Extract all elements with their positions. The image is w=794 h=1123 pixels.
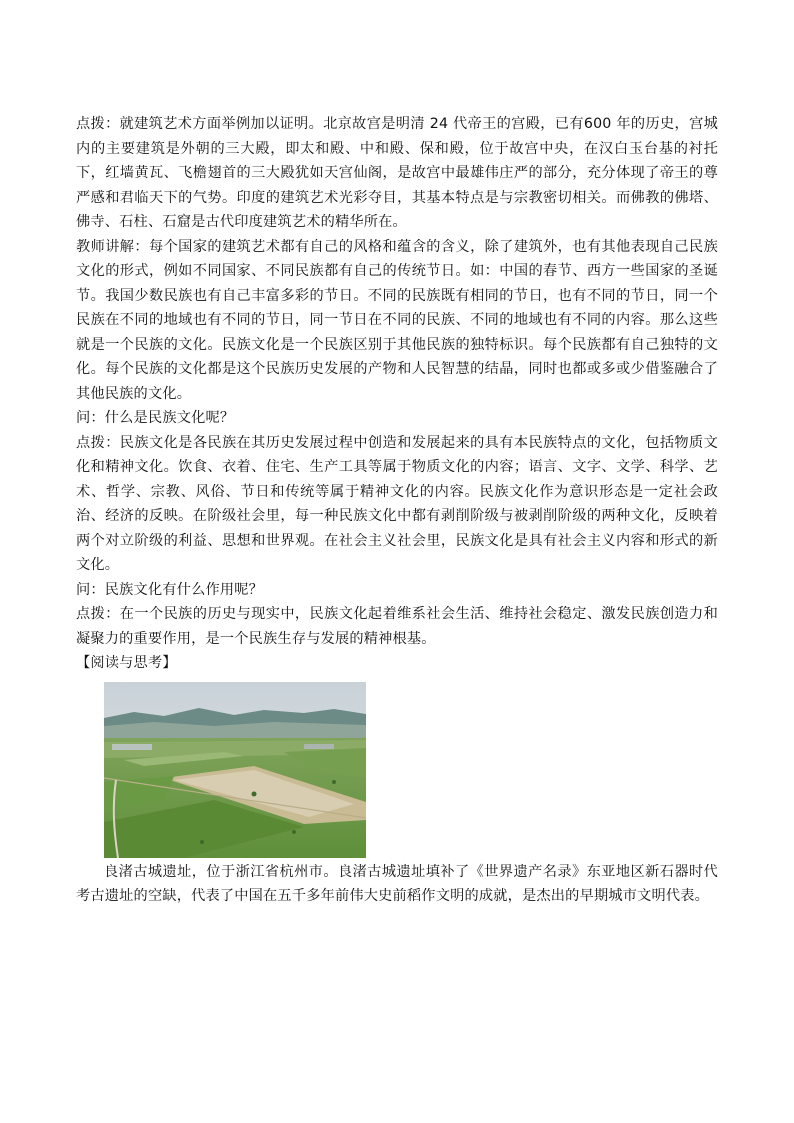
section-heading-reading: 【阅读与思考】 <box>76 655 177 671</box>
liangzhu-site-photo <box>104 682 366 858</box>
paragraph-teacher-explanation: 教师讲解：每个国家的建筑艺术都有自己的风格和蕴含的含义，除了建筑外，也有其他表现自己民族文化的形式，例如不同国家、不同民族都有自己的传统节日。如：中国的春节、西方一些国家的圣诞节。我国少数民族也有自己丰富多彩的节日。不同的民族既有相同的节日，也有不同的节日，同一个民族在不同的地域也有不同的节日，同一节日在不同的民族、不同的地域也有不同的内容。那么这些就是一个民族的文化。民族文化是一个民族区别于其他民族的独特标识。每个民族都有自己独特的文化。每个民族的文化都是这个民族历史发展的产物和人民智慧的结晶，同时也都或多或少借鉴融合了其他民族的文化。 <box>76 238 718 402</box>
question-role-of-ethnic-culture: 问：民族文化有什么作用呢？ <box>76 581 264 598</box>
photo-caption: 良渚古城遗址，位于浙江省杭州市。良渚古城遗址填补了《世界遗产名录》东亚地区新石器时代考古遗址的空缺，代表了中国在五千多年前伟大史前稻作文明的成就，是杰出的早期城市文明代表。 <box>76 863 718 904</box>
document-body <box>76 112 718 909</box>
paragraph-architecture: 点拨：就建筑艺术方面举例加以证明。北京故宫是明清 24 代帝王的宫殿，已有600 年的历史，宫城内的主要建筑是外朝的三大殿，即太和殿、中和殿、保和殿，位于故宫中央，在汉白玉台基的衬托下，红墙黄瓦、飞檐翅首的三大殿犹如天宫仙阁，是故宫中最雄伟庄严的部分，充分体现了帝王的尊严感和君临天下的气势。印度的建筑艺术光彩夺目，其基本特点是与宗教密切相关。而佛教的佛塔、佛寺、石柱、石窟是古代印度建筑艺术的精华所在。 <box>76 116 718 230</box>
paragraph-definition: 点拨：民族文化是各民族在其历史发展过程中创造和发展起来的具有本民族特点的文化，包括物质文化和精神文化。饮食、衣着、住宅、生产工具等属于物质文化的内容；语言、文字、文学、科学、艺术、哲学、宗教、风俗、节日和传统等属于精神文化的内容。民族文化作为意识形态是一定社会政治、经济的反映。在阶级社会里，每一种民族文化中都有剥削阶级与被剥削阶级的两种文化，反映着两个对立阶级的利益、思想和世界观。在社会主义社会里，民族文化是具有社会主义内容和形式的新文化。 <box>76 434 718 573</box>
paragraph-role: 点拨：在一个民族的历史与现实中，民族文化起着维系社会生活、维持社会稳定、激发民族创造力和凝聚力的重要作用，是一个民族生存与发展的精神根基。 <box>76 606 718 647</box>
question-what-is-ethnic-culture: 问：什么是民族文化呢？ <box>76 410 235 426</box>
